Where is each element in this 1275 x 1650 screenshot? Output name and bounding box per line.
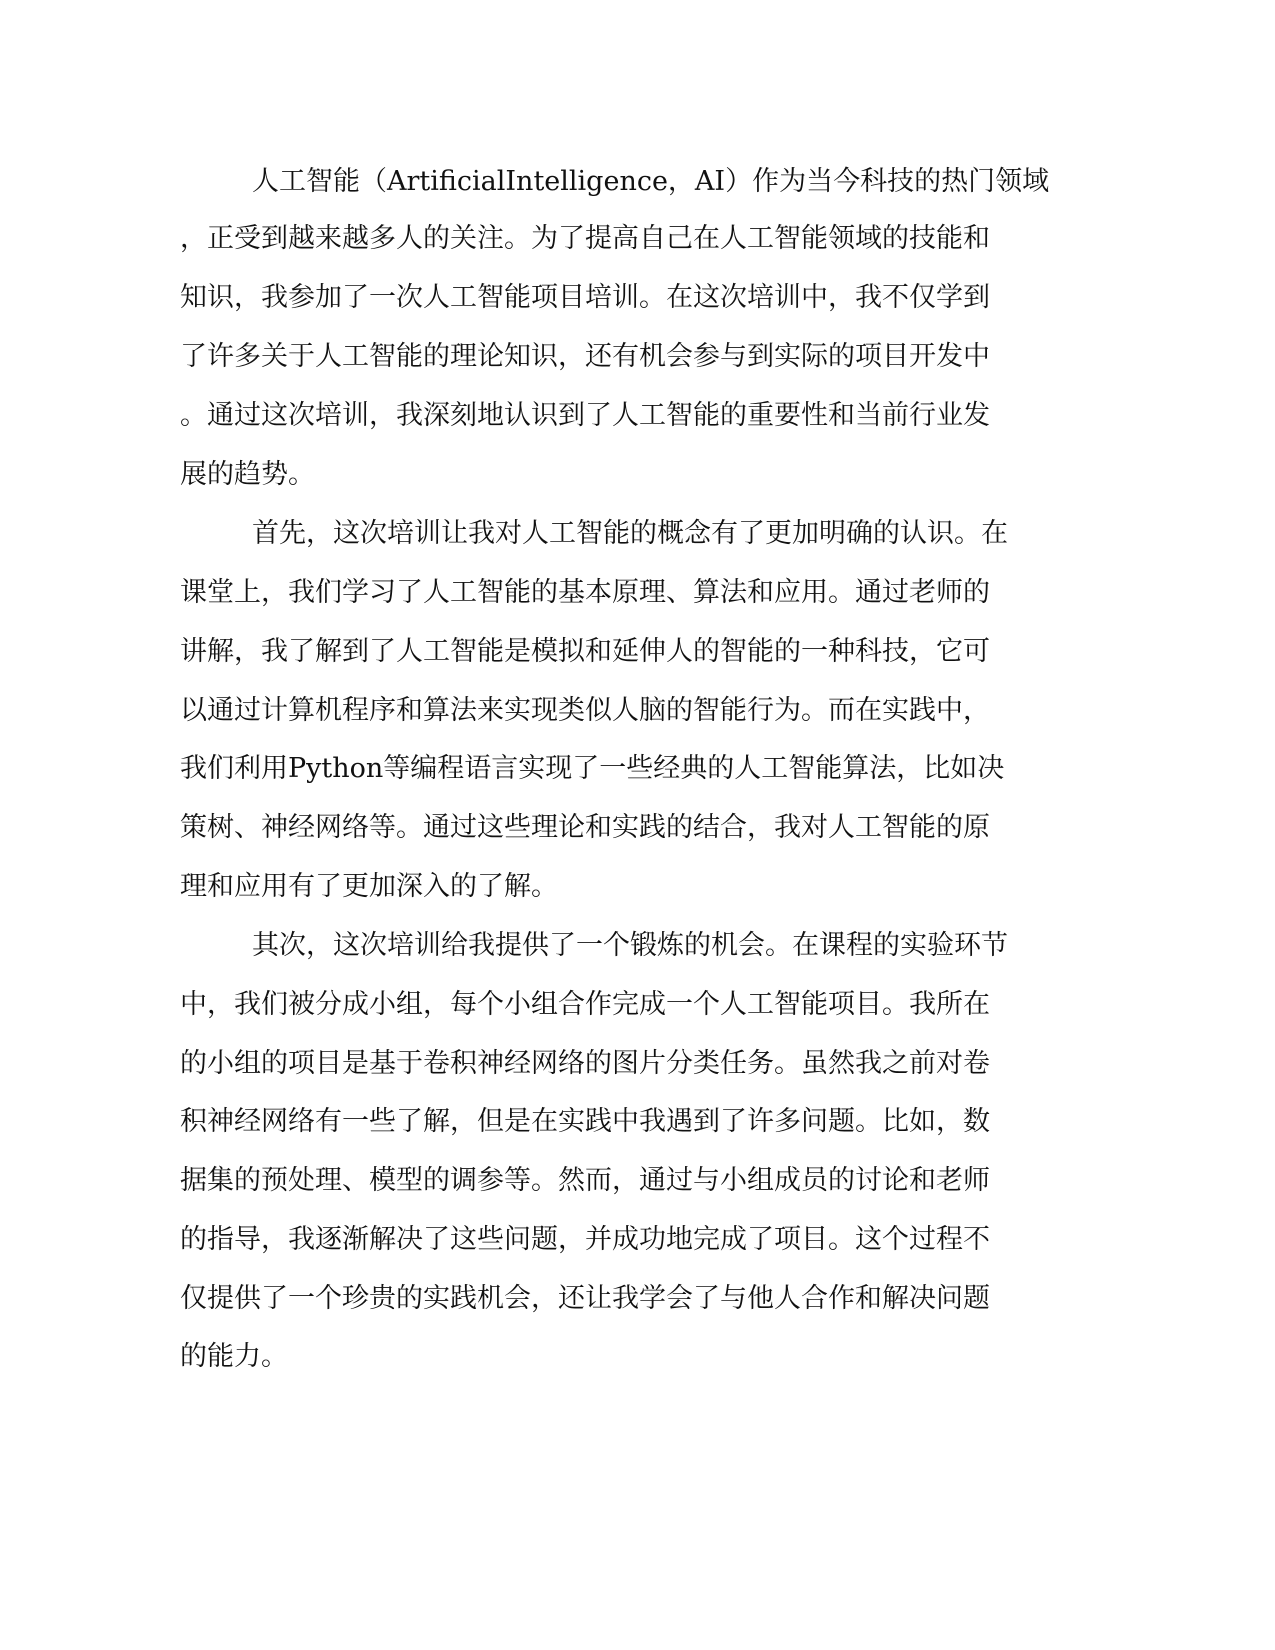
paragraph-line: 理和应用有了更加深入的了解。 bbox=[180, 871, 558, 902]
paragraph-line: 以通过计算机程序和算法来实现类似人脑的智能行为。而在实践中， bbox=[180, 695, 990, 726]
paragraph-line: 了许多关于人工智能的理论知识，还有机会参与到实际的项目开发中 bbox=[180, 341, 990, 372]
paragraph-line: 知识，我参加了一次人工智能项目培训。在这次培训中，我不仅学到 bbox=[180, 282, 990, 313]
paragraph-line: 的小组的项目是基于卷积神经网络的图片分类任务。虽然我之前对卷 bbox=[180, 1048, 990, 1079]
paragraph-line: 的能力。 bbox=[180, 1341, 288, 1372]
paragraph-line: 讲解，我了解到了人工智能是模拟和延伸人的智能的一种科技，它可 bbox=[180, 636, 990, 667]
paragraph-line: 。通过这次培训，我深刻地认识到了人工智能的重要性和当前行业发 bbox=[180, 400, 990, 431]
paragraph-line: 我们利用Python等编程语言实现了一些经典的人工智能算法，比如决 bbox=[180, 753, 1005, 784]
paragraph-line: 策树、神经网络等。通过这些理论和实践的结合，我对人工智能的原 bbox=[180, 812, 990, 843]
paragraph-line: 中，我们被分成小组，每个小组合作完成一个人工智能项目。我所在 bbox=[180, 989, 990, 1020]
paragraph-line: 首先，这次培训让我对人工智能的概念有了更加明确的认识。在 bbox=[252, 518, 1008, 549]
paragraph-line: 人工智能（ArtificialIntelligence，AI）作为当今科技的热门领域 bbox=[252, 166, 1050, 197]
paragraph-line: ，正受到越来越多人的关注。为了提高自己在人工智能领域的技能和 bbox=[180, 223, 990, 254]
paragraph-line: 的指导，我逐渐解决了这些问题，并成功地完成了项目。这个过程不 bbox=[180, 1224, 990, 1255]
paragraph-line: 据集的预处理、模型的调参等。然而，通过与小组成员的讨论和老师 bbox=[180, 1165, 990, 1196]
paragraph-line: 仅提供了一个珍贵的实践机会，还让我学会了与他人合作和解决问题 bbox=[180, 1283, 990, 1314]
paragraph-line: 课堂上，我们学习了人工智能的基本原理、算法和应用。通过老师的 bbox=[180, 577, 990, 608]
paragraph-line: 积神经网络有一些了解，但是在实践中我遇到了许多问题。比如，数 bbox=[180, 1106, 990, 1137]
paragraph-line: 其次，这次培训给我提供了一个锻炼的机会。在课程的实验环节 bbox=[252, 930, 1008, 961]
paragraph-line: 展的趋势。 bbox=[180, 459, 315, 490]
